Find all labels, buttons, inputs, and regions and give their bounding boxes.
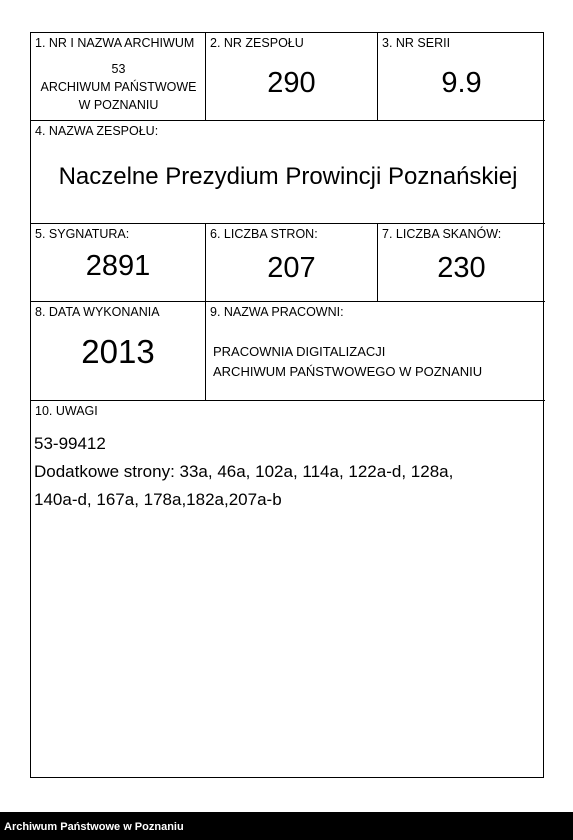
metadata-card [30,32,544,778]
fonds-number-label: 2. NR ZESPOŁU [210,36,304,50]
archive-name-line2: W POZNANIU [78,98,159,112]
series-number-cell [378,33,545,121]
date-cell [31,302,206,401]
date-value: 2013 [81,333,155,370]
fonds-name-value: Naczelne Prezydium Prowincji Poznańskiej [58,163,518,190]
signature-label: 5. SYGNATURA: [35,227,130,241]
notes-cell [31,401,545,779]
archive-cell [31,33,206,121]
notes-text [34,430,539,514]
notes-label: 10. UWAGI [35,404,98,418]
footer-bar [0,812,573,840]
scan-count-label: 7. LICZBA SKANÓW: [382,227,502,241]
page-count-value: 207 [267,252,316,284]
series-number-label: 3. NR SERII [382,36,451,50]
page-count-label: 6. LICZBA STRON: [210,227,318,241]
date-label: 8. DATA WYKONANIA [35,305,160,319]
studio-cell [206,302,545,401]
page-count-cell [206,224,378,302]
notes-line2: Dodatkowe strony: 33a, 46a, 102a, 114a, 122a-d, 128a, [34,462,454,481]
scan-count-value: 230 [437,252,486,284]
notes-line1: 53-99412 [34,434,106,453]
signature-cell [31,224,206,302]
scan-count-cell [378,224,545,302]
series-number-value: 9.9 [441,67,482,99]
studio-line1: PRACOWNIA DIGITALIZACJI [213,344,386,359]
fonds-number-cell [206,33,378,121]
studio-name [213,342,482,382]
fonds-name-label: 4. NAZWA ZESPOŁU: [35,124,159,138]
signature-value: 2891 [85,250,151,282]
notes-line3: 140a-d, 167a, 178a,182a,207a-b [34,490,282,509]
archive-info [31,60,206,114]
studio-line2: ARCHIWUM PAŃSTWOWEGO W POZNANIU [213,364,483,379]
archive-number: 53 [111,62,126,76]
fonds-name-cell [31,121,545,224]
archive-label: 1. NR I NAZWA ARCHIWUM [35,36,195,50]
footer-text: Archiwum Państwowe w Poznaniu [4,821,184,833]
fonds-number-value: 290 [267,67,316,99]
archive-name-line1: ARCHIWUM PAŃSTWOWE [40,80,197,94]
studio-label: 9. NAZWA PRACOWNI: [210,305,344,319]
